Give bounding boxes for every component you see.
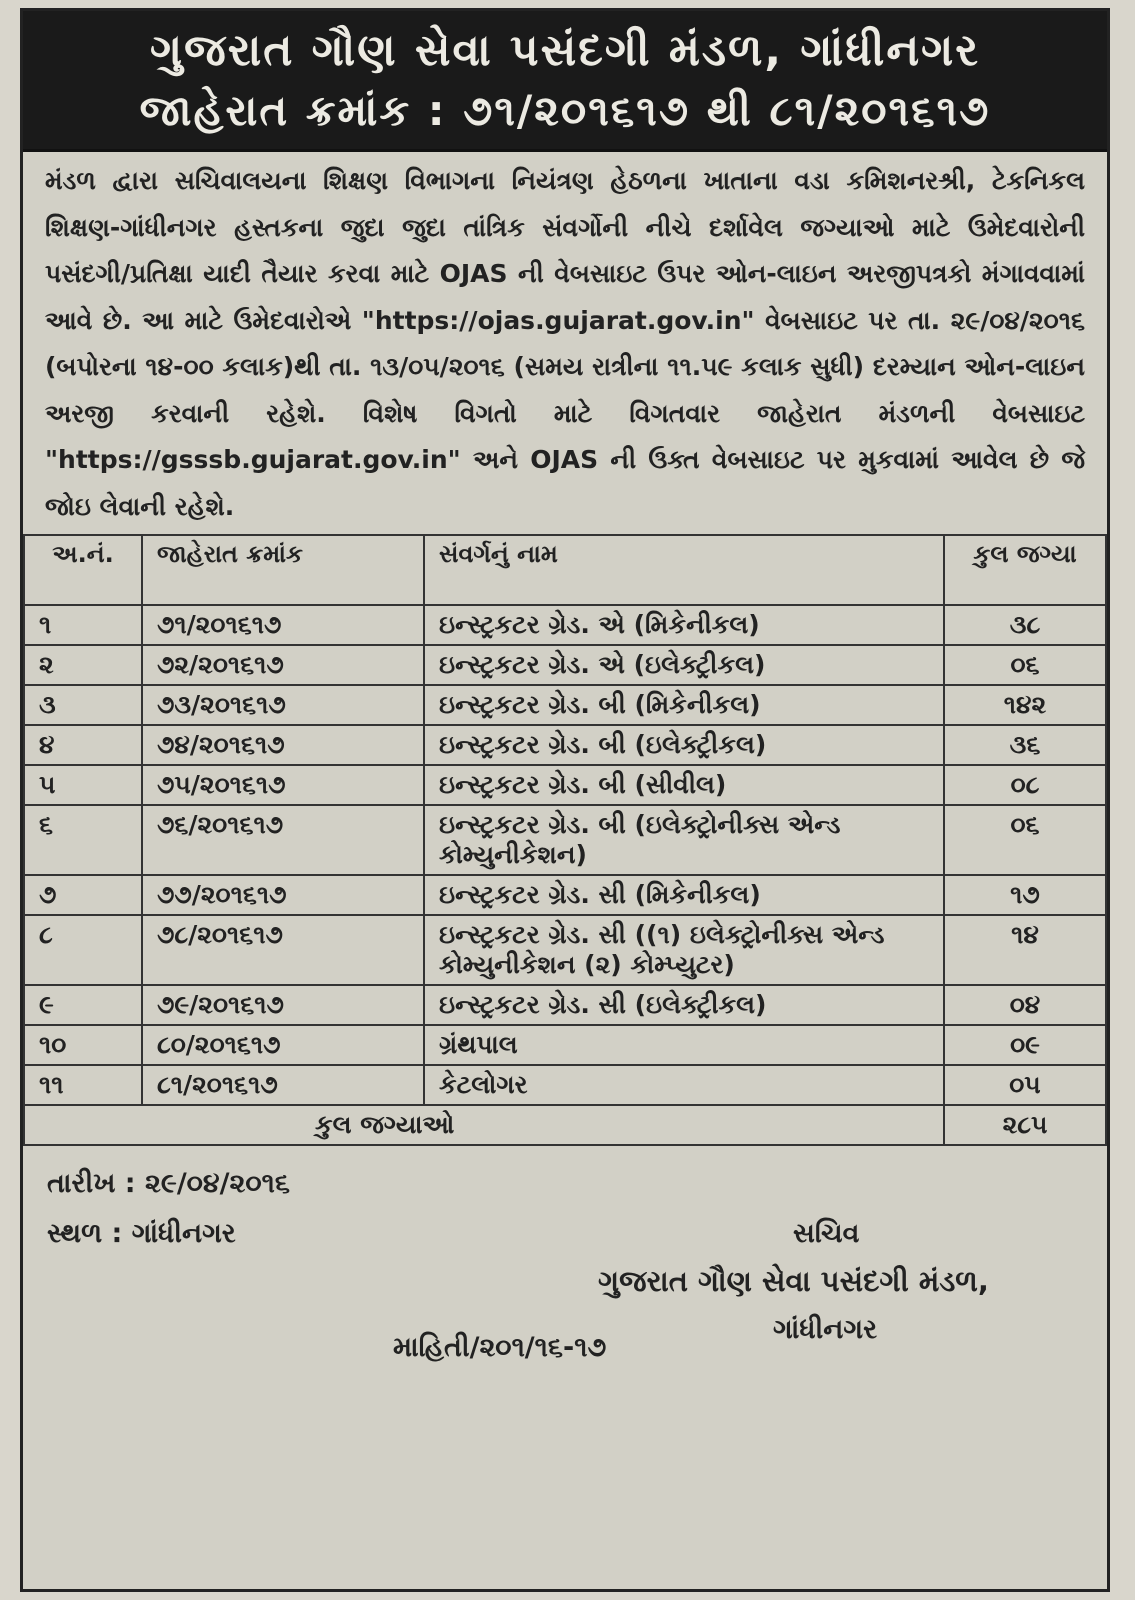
advt-no-cell: ૭૭/૨૦૧૬૧૭ (142, 875, 424, 915)
advt-no-cell: ૭૨/૨૦૧૬૧૭ (142, 645, 424, 685)
serial-cell: ૫ (24, 765, 142, 805)
posts-cell: ૦૫ (944, 1065, 1106, 1105)
signatory-organization: ગુજરાત ગૌણ સેવા પસંદગી મંડળ, (598, 1264, 989, 1298)
cadre-cell: ઇન્સ્ટ્રકટર ગ્રેડ. સી ((૧) ઇલેક્ટ્રોનીક્સ એન્ડ કોમ્યુનીકેશન (૨) કોમ્પ્યુટર) (424, 915, 944, 985)
serial-cell: ૧ (24, 605, 142, 645)
posts-cell: ૩૮ (944, 605, 1106, 645)
advt-no-cell: ૭૯/૨૦૧૬૧૭ (142, 985, 424, 1025)
cadre-cell: ઇન્સ્ટ્રકટર ગ્રેડ. બી (ઇલેક્ટ્રોનીક્સ એન્ડ કોમ્યુનીકેશન) (424, 805, 944, 875)
serial-cell: ૨ (24, 645, 142, 685)
advt-no-cell: ૭૧/૨૦૧૬૧૭ (142, 605, 424, 645)
table-header-row (24, 535, 1106, 605)
advt-no-cell: ૭૬/૨૦૧૬૧૭ (142, 805, 424, 875)
table-row (24, 605, 1106, 645)
serial-cell: ૬ (24, 805, 142, 875)
advt-no-cell: ૭૫/૨૦૧૬૧૭ (142, 765, 424, 805)
header-serial: અ.નં. (24, 535, 142, 605)
posts-cell: ૩૬ (944, 725, 1106, 765)
total-value: ૨૮૫ (944, 1105, 1106, 1145)
notice-footer (23, 1146, 1107, 1396)
posts-cell: ૦૪ (944, 985, 1106, 1025)
information-code: માહિતી/૨૦૧/૧૬-૧૭ (393, 1332, 607, 1363)
table-row (24, 875, 1106, 915)
cadre-cell: ઇન્સ્ટ્રકટર ગ્રેડ. એ (મિકેનીકલ) (424, 605, 944, 645)
table-row (24, 765, 1106, 805)
table-row (24, 725, 1106, 765)
advertisement-range: જાહેરાત ક્રમાંક : ૭૧/૨૦૧૬૧૭ થી ૮૧/૨૦૧૬૧૭ (139, 86, 991, 135)
header-total-posts: કુલ જગ્યા (944, 535, 1106, 605)
serial-cell: ૧૧ (24, 1065, 142, 1105)
posts-cell: ૦૮ (944, 765, 1106, 805)
table-row (24, 685, 1106, 725)
board-title: ગુજરાત ગૌણ સેવા પસંદગી મંડળ, ગાંધીનગર (150, 25, 980, 76)
cadre-cell: ઇન્સ્ટ્રકટર ગ્રેડ. બી (મિકેનીકલ) (424, 685, 944, 725)
posts-cell: ૦૬ (944, 645, 1106, 685)
posts-cell: ૦૬ (944, 805, 1106, 875)
total-label: કુલ જગ્યાઓ (24, 1105, 944, 1145)
cadre-cell: ઇન્સ્ટ્રકટર ગ્રેડ. બી (ઇલેક્ટ્રીકલ) (424, 725, 944, 765)
cadre-cell: ઇન્સ્ટ્રકટર ગ્રેડ. બી (સીવીલ) (424, 765, 944, 805)
notice-date: તારીખ : ૨૯/૦૪/૨૦૧૬ (47, 1168, 290, 1199)
intro-paragraph: મંડળ દ્વારા સચિવાલયના શિક્ષણ વિભાગના નિયંત્રણ હેઠળના ખાતાના વડા કમિશનરશ્રી, ટેકનિકલ શિક્ષણ-ગાંધીનગર હસ્તકના જુદા જુદા તાંત્રિક સંવર્ગોની નીચે દર્શાવેલ જગ્યાઓ માટે ઉમેદવારોની પસંદગી/પ્રતિક્ષા યાદી તૈયાર કરવા માટે OJAS ની વેબસાઇટ ઉપર ઓન-લાઇન અરજીપત્રકો મંગાવવામાં આવે છે. આ માટે ઉમેદવારોએ "https://ojas.gujarat.gov.in" વેબસાઇટ પર તા. ૨૯/૦૪/૨૦૧૬ (બપોરના ૧૪-૦૦ કલાક)થી તા. ૧૩/૦૫/૨૦૧૬ (સમય રાત્રીના ૧૧.૫૯ કલાક સુધી) દરમ્યાન ઓન-લાઇન અરજી કરવાની રહેશે. વિશેષ વિગતો માટે વિગતવાર જાહેરાત મંડળની વેબસાઇટ "https://gsssb.gujarat.gov.in" અને OJAS ની ઉક્ત વેબસાઇટ પર મુકવામાં આવેલ છે જે જોઇ લેવાની રહેશે. (45, 166, 1085, 521)
posts-cell: ૦૯ (944, 1025, 1106, 1065)
advt-no-cell: ૮૧/૨૦૧૬૧૭ (142, 1065, 424, 1105)
cadre-cell: ગ્રંથપાલ (424, 1025, 944, 1065)
serial-cell: ૧૦ (24, 1025, 142, 1065)
signatory-title: સચિવ (793, 1218, 860, 1249)
notice-header (23, 11, 1107, 152)
header-cadre-name: સંવર્ગનું નામ (424, 535, 944, 605)
cadre-cell: ઇન્સ્ટ્રકટર ગ્રેડ. સી (મિકેનીકલ) (424, 875, 944, 915)
serial-cell: ૮ (24, 915, 142, 985)
table-row (24, 645, 1106, 685)
table-row (24, 915, 1106, 985)
table-row (24, 985, 1106, 1025)
cadre-cell: કેટલોગર (424, 1065, 944, 1105)
table-row (24, 1025, 1106, 1065)
posts-cell: ૧૪૨ (944, 685, 1106, 725)
advt-no-cell: ૭૪/૨૦૧૬૧૭ (142, 725, 424, 765)
posts-cell: ૧૪ (944, 915, 1106, 985)
cadre-cell: ઇન્સ્ટ્રકટર ગ્રેડ. એ (ઇલેક્ટ્રીકલ) (424, 645, 944, 685)
notice-place: સ્થળ : ગાંધીનગર (47, 1218, 236, 1249)
posts-cell: ૧૭ (944, 875, 1106, 915)
total-row (24, 1105, 1106, 1145)
posts-table (23, 534, 1107, 1146)
serial-cell: ૯ (24, 985, 142, 1025)
recruitment-notice (20, 8, 1110, 1592)
advt-no-cell: ૭૮/૨૦૧૬૧૭ (142, 915, 424, 985)
header-advt-no: જાહેરાત ક્રમાંક (142, 535, 424, 605)
cadre-cell: ઇન્સ્ટ્રકટર ગ્રેડ. સી (ઇલેક્ટ્રીકલ) (424, 985, 944, 1025)
advt-no-cell: ૭૩/૨૦૧૬૧૭ (142, 685, 424, 725)
table-row (24, 1065, 1106, 1105)
serial-cell: ૭ (24, 875, 142, 915)
advt-no-cell: ૮૦/૨૦૧૬૧૭ (142, 1025, 424, 1065)
serial-cell: ૪ (24, 725, 142, 765)
signatory-city: ગાંધીનગર (773, 1314, 878, 1345)
serial-cell: ૩ (24, 685, 142, 725)
table-row (24, 805, 1106, 875)
